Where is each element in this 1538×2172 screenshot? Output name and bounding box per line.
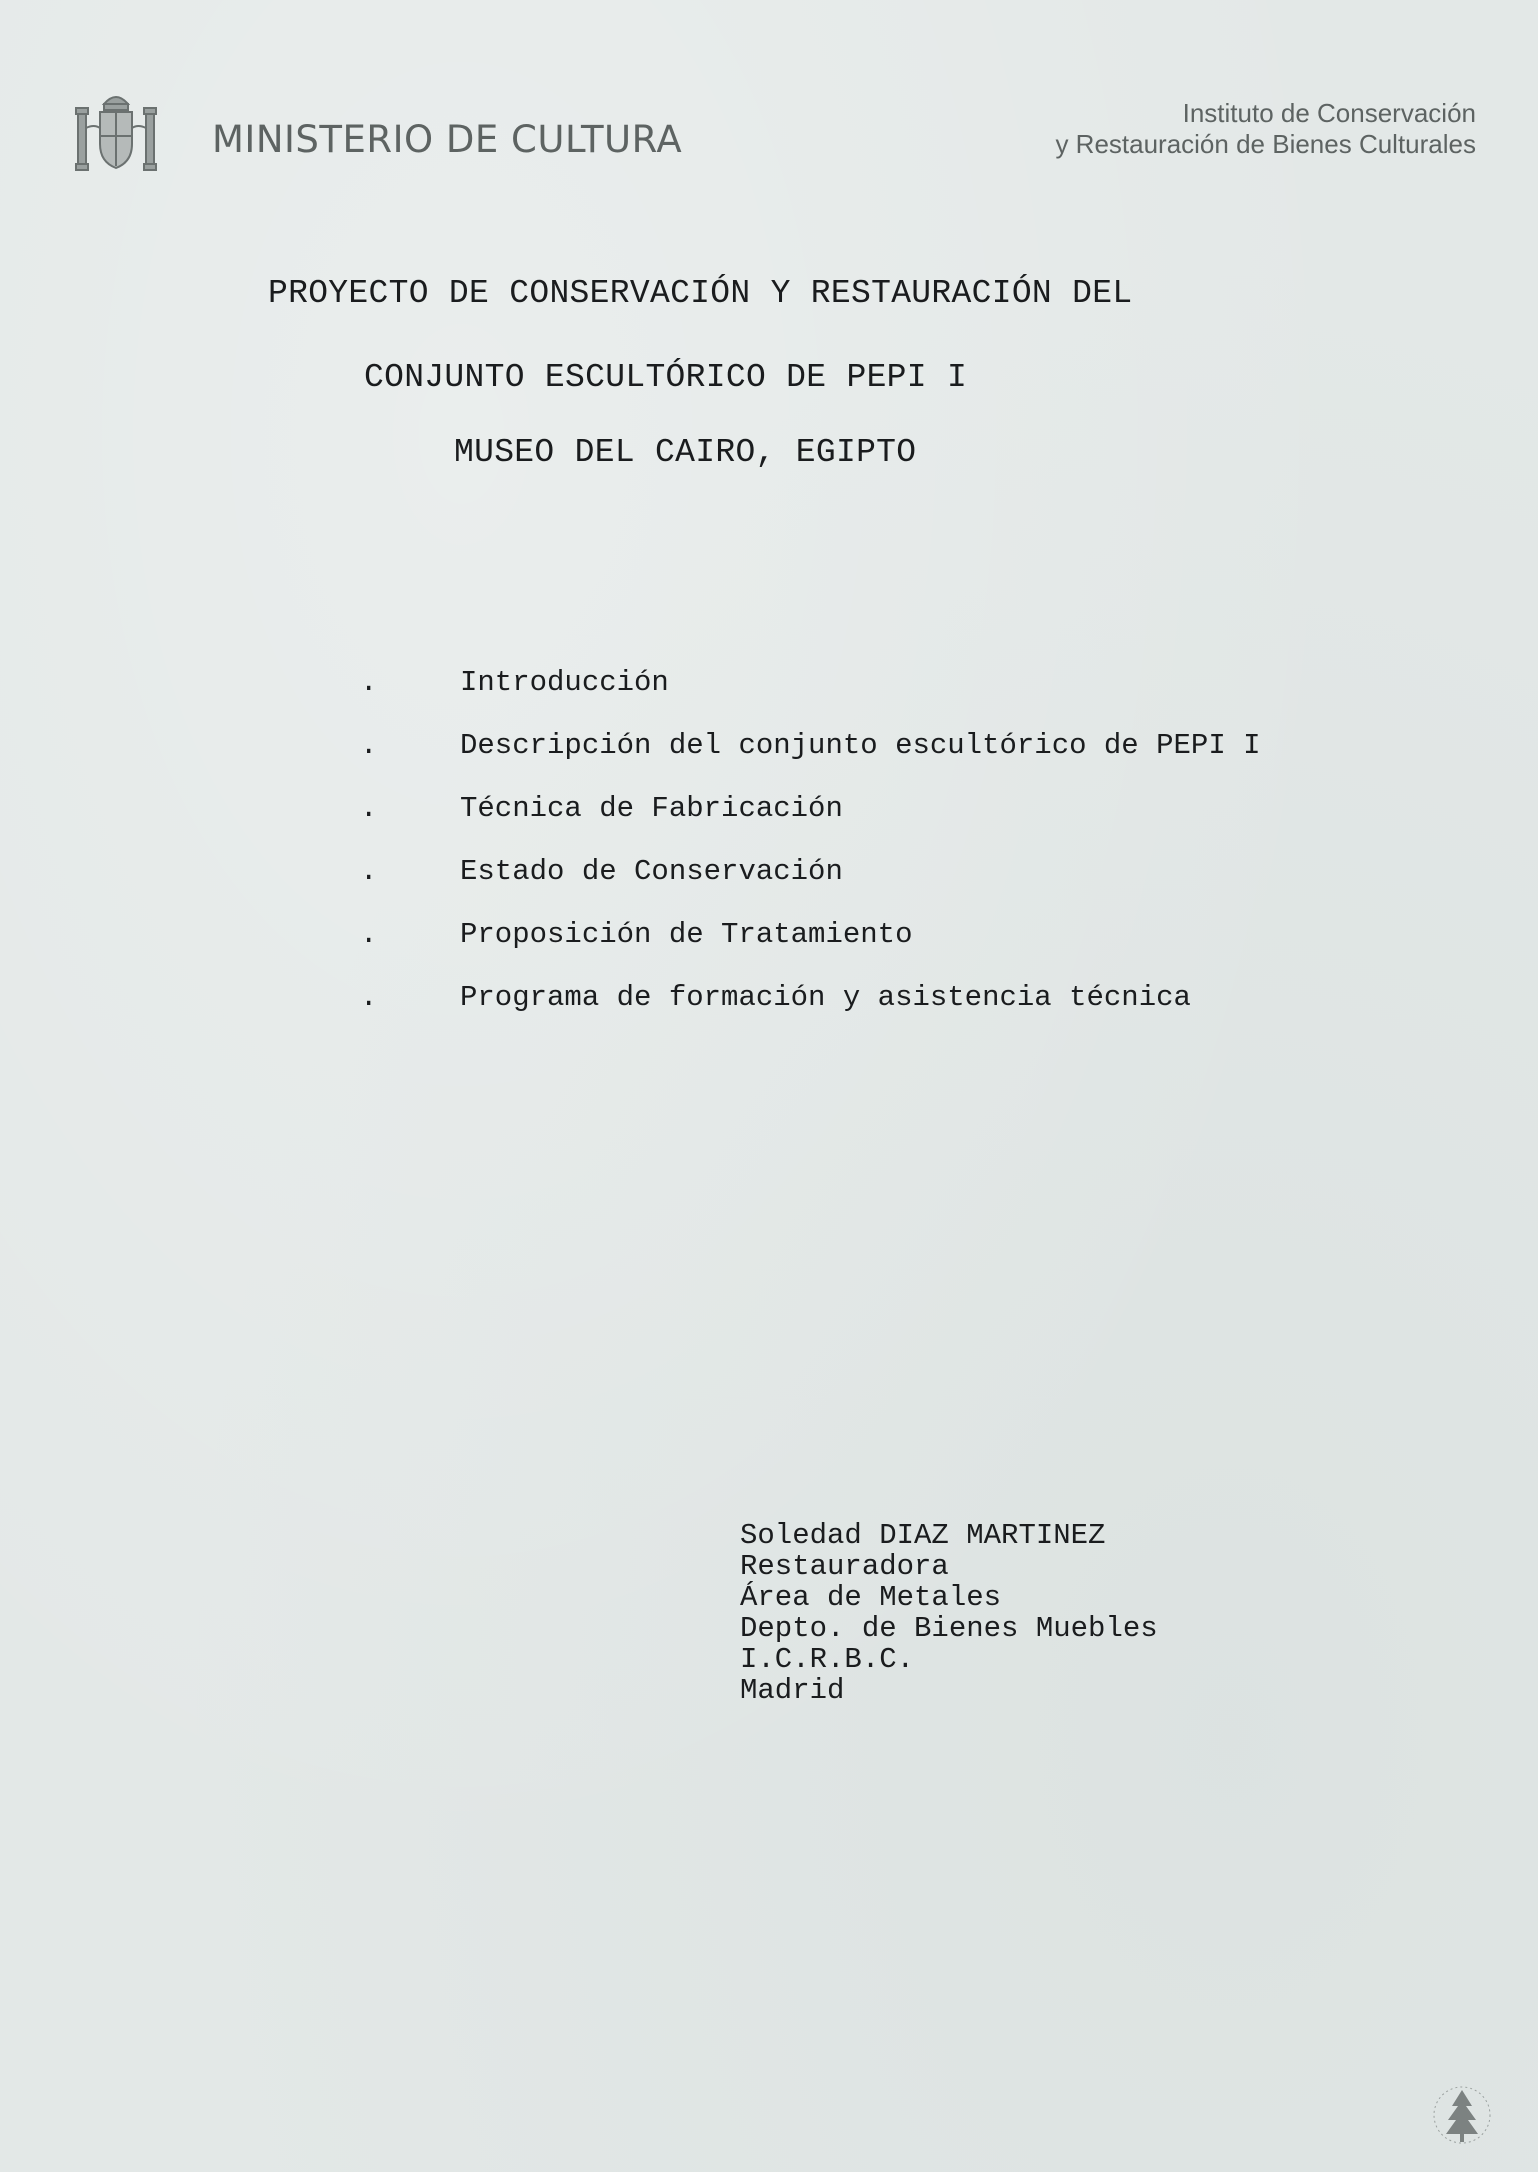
contents-item-label: Estado de Conservación bbox=[460, 855, 843, 888]
contents-item-label: Proposición de Tratamiento bbox=[460, 918, 913, 951]
author-institution: I.C.R.B.C. bbox=[740, 1643, 915, 1676]
contents-item-label: Introducción bbox=[460, 666, 669, 699]
contents-item-label: Programa de formación y asistencia técnica bbox=[460, 981, 1191, 1014]
document-title-line-2: CONJUNTO ESCULTÓRICO DE PEPI I bbox=[364, 359, 968, 396]
coat-of-arms-icon bbox=[74, 88, 158, 176]
contents-item-label: Técnica de Fabricación bbox=[460, 792, 843, 825]
bullet: . bbox=[360, 918, 378, 951]
institute-name bbox=[1055, 98, 1476, 160]
bullet: . bbox=[360, 792, 378, 825]
bullet: . bbox=[360, 981, 378, 1014]
institute-line-1: Instituto de Conservación bbox=[1182, 98, 1476, 128]
author-role: Restauradora bbox=[740, 1550, 949, 1583]
author-area: Área de Metales bbox=[740, 1581, 1002, 1614]
author-block bbox=[740, 1520, 1158, 1706]
institute-line-2: y Restauración de Bienes Culturales bbox=[1055, 129, 1476, 159]
tree-stamp-icon bbox=[1432, 2080, 1492, 2150]
bullet: . bbox=[360, 855, 378, 888]
author-city: Madrid bbox=[740, 1674, 845, 1707]
author-department: Depto. de Bienes Muebles bbox=[740, 1612, 1158, 1645]
document-title-line-1: PROYECTO DE CONSERVACIÓN Y RESTAURACIÓN DEL bbox=[268, 275, 1133, 312]
ministry-name: MINISTERIO DE CULTURA bbox=[212, 118, 683, 161]
bullet: . bbox=[360, 729, 378, 762]
document-title-line-3: MUSEO DEL CAIRO, EGIPTO bbox=[454, 434, 917, 471]
bullet: . bbox=[360, 666, 378, 699]
contents-item-label: Descripción del conjunto escultórico de PEPI I bbox=[460, 729, 1261, 762]
author-name: Soledad DIAZ MARTINEZ bbox=[740, 1519, 1106, 1552]
